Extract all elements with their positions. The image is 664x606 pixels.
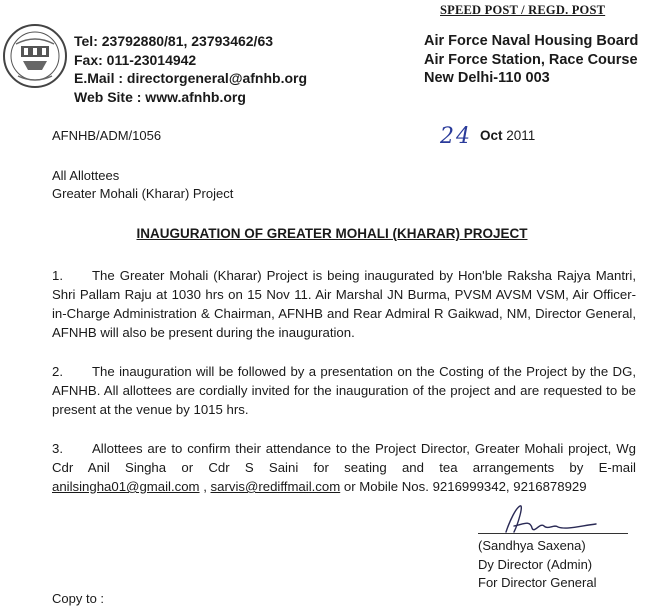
letter-subject: INAUGURATION OF GREATER MOHALI (KHARAR) PROJECT [136, 226, 528, 241]
paragraph-2 [52, 362, 636, 419]
org-name: Air Force Naval Housing Board [424, 33, 639, 49]
contact-block [74, 32, 307, 106]
paragraph-text-tail: or Mobile Nos. 9216999342, 9216878929 [340, 479, 587, 494]
org-city: New Delhi-110 003 [424, 70, 550, 86]
afnhb-emblem-icon [2, 14, 68, 98]
signatory-for: For Director General [478, 575, 597, 590]
paragraph-number: 3. [52, 441, 63, 456]
reference-number: AFNHB/ADM/1056 [52, 128, 162, 143]
addressee-block [52, 167, 233, 203]
email-separator: , [199, 479, 211, 494]
paragraph-text: The Greater Mohali (Kharar) Project is being inaugurated by Hon'ble Raksha Rajya Mantri, Shri Pallam Raju at 1030 hrs on 15 Nov 11. Air Marshal JN Burma, PVSM AVSM VSM, Air Officer-in-Charge Administration & Chairman, AFNHB and Rear Admiral R Gaikwad, NM, Director General, AFNHB will also be present during the inauguration. [52, 268, 636, 340]
email-line[interactable]: E.Mail : directorgeneral@afnhb.org [74, 70, 308, 86]
signature-block [478, 537, 596, 593]
letter-date [440, 124, 535, 149]
date-day-handwritten: 24 [440, 124, 472, 149]
date-year: 2011 [506, 128, 536, 143]
email-link-anil[interactable]: anilsingha01@gmail.com [52, 479, 200, 494]
website-line[interactable]: Web Site : www.afnhb.org [74, 88, 246, 105]
fax-line: Fax: 011-23014942 [74, 51, 197, 68]
paragraph-text: Allottees are to confirm their attendance to the Project Director, Greater Mohali project, Wg Cdr Anil Singha or Cdr S Saini for seating and tea arrangements by E-mail [52, 441, 636, 475]
copy-to-label: Copy to : [52, 591, 105, 606]
post-mode-label: SPEED POST / REGD. POST [440, 3, 606, 17]
paragraph-3 [52, 439, 636, 496]
paragraph-number: 1. [52, 268, 63, 283]
organization-address [424, 32, 638, 88]
signatory-name: (Sandhya Saxena) [478, 538, 586, 553]
paragraph-text: The inauguration will be followed by a presentation on the Costing of the Project by the DG, AFNHB. All allottees are cordially invited for the inauguration of the project and are requested to be present at the venue by 1015 hrs. [52, 364, 636, 417]
org-station: Air Force Station, Race Course [424, 51, 638, 68]
paragraph-number: 2. [52, 364, 63, 379]
addressee-line-2: Greater Mohali (Kharar) Project [52, 186, 234, 201]
date-month: Oct [480, 128, 503, 143]
addressee-line-1: All Allottees [52, 168, 120, 183]
paragraph-1 [52, 266, 636, 342]
email-link-sarvis[interactable]: sarvis@rediffmail.com [210, 479, 341, 494]
signatory-designation: Dy Director (Admin) [478, 556, 593, 572]
signature-line [478, 533, 628, 534]
telephone-line: Tel: 23792880/81, 23793462/63 [74, 33, 274, 49]
